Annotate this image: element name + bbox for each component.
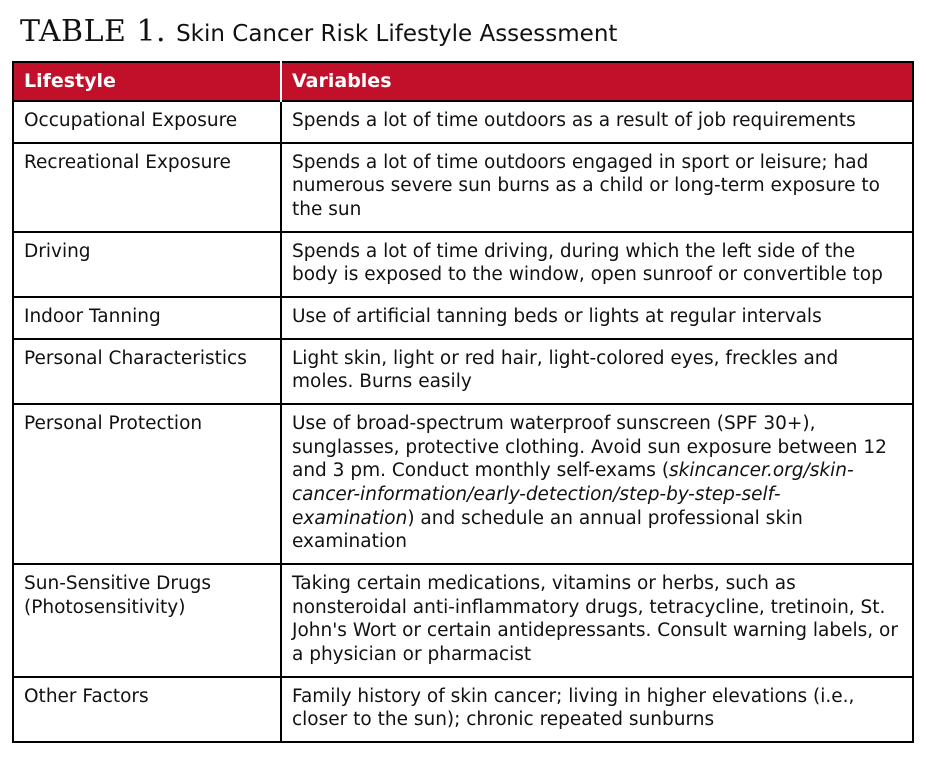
table-row	[13, 564, 913, 677]
cell-variables: Family history of skin cancer; living in higher elevations (i.e., closer to the sun); chronic repeated sunburns	[281, 677, 913, 742]
cell-lifestyle: Driving	[13, 232, 281, 297]
cell-variables: Spends a lot of time outdoors as a result of job requirements	[281, 101, 913, 143]
column-header-lifestyle: Lifestyle	[13, 62, 281, 101]
column-header-variables: Variables	[281, 62, 913, 101]
table-header	[13, 62, 913, 101]
cell-variables: Spends a lot of time outdoors engaged in sport or leisure; had numerous severe sun burns as a child or long-term exposure to the sun	[281, 143, 913, 232]
cell-lifestyle: Sun-Sensitive Drugs (Photosensitivity)	[13, 564, 281, 677]
table-caption-label: TABLE 1.	[20, 14, 167, 49]
table-header-row	[13, 62, 913, 101]
cell-variables: Light skin, light or red hair, light-colored eyes, freckles and moles. Burns easily	[281, 339, 913, 404]
cell-variables: Use of artificial tanning beds or lights at regular intervals	[281, 297, 913, 339]
table-row	[13, 339, 913, 404]
table-caption-title: Skin Cancer Risk Lifestyle Assessment	[176, 21, 618, 47]
table-row	[13, 404, 913, 564]
cell-lifestyle: Indoor Tanning	[13, 297, 281, 339]
cell-variables: Spends a lot of time driving, during which the left side of the body is exposed to the window, open sunroof or convertible top	[281, 232, 913, 297]
variables-text-suffix: ) and schedule an annual professional skin examination	[292, 507, 803, 553]
table-body	[13, 101, 913, 742]
table-row	[13, 143, 913, 232]
variables-text-prefix: Use of broad-spectrum waterproof sunscreen (SPF 30+), sunglasses, protective clothing. Avoid sun exposure between 12 and 3 pm. Conduct monthly self-exams (	[292, 413, 887, 482]
table-caption	[12, 14, 914, 49]
cell-lifestyle: Recreational Exposure	[13, 143, 281, 232]
self-exam-url: skincancer.org/skin-cancer-information/early-detection/step-by-step-self-examination	[292, 460, 854, 529]
cell-lifestyle: Other Factors	[13, 677, 281, 742]
table-row	[13, 101, 913, 143]
skin-cancer-risk-table	[12, 61, 914, 743]
table-row	[13, 297, 913, 339]
cell-lifestyle: Occupational Exposure	[13, 101, 281, 143]
cell-lifestyle: Personal Protection	[13, 404, 281, 564]
table-row	[13, 232, 913, 297]
table-row	[13, 677, 913, 742]
cell-variables: Taking certain medications, vitamins or herbs, such as nonsteroidal anti-inflammatory drugs, tetracycline, tretinoin, St. John's Wort or certain antidepressants. Consult warning labels, or a physician or pharmacist	[281, 564, 913, 677]
cell-variables	[281, 404, 913, 564]
cell-lifestyle: Personal Characteristics	[13, 339, 281, 404]
